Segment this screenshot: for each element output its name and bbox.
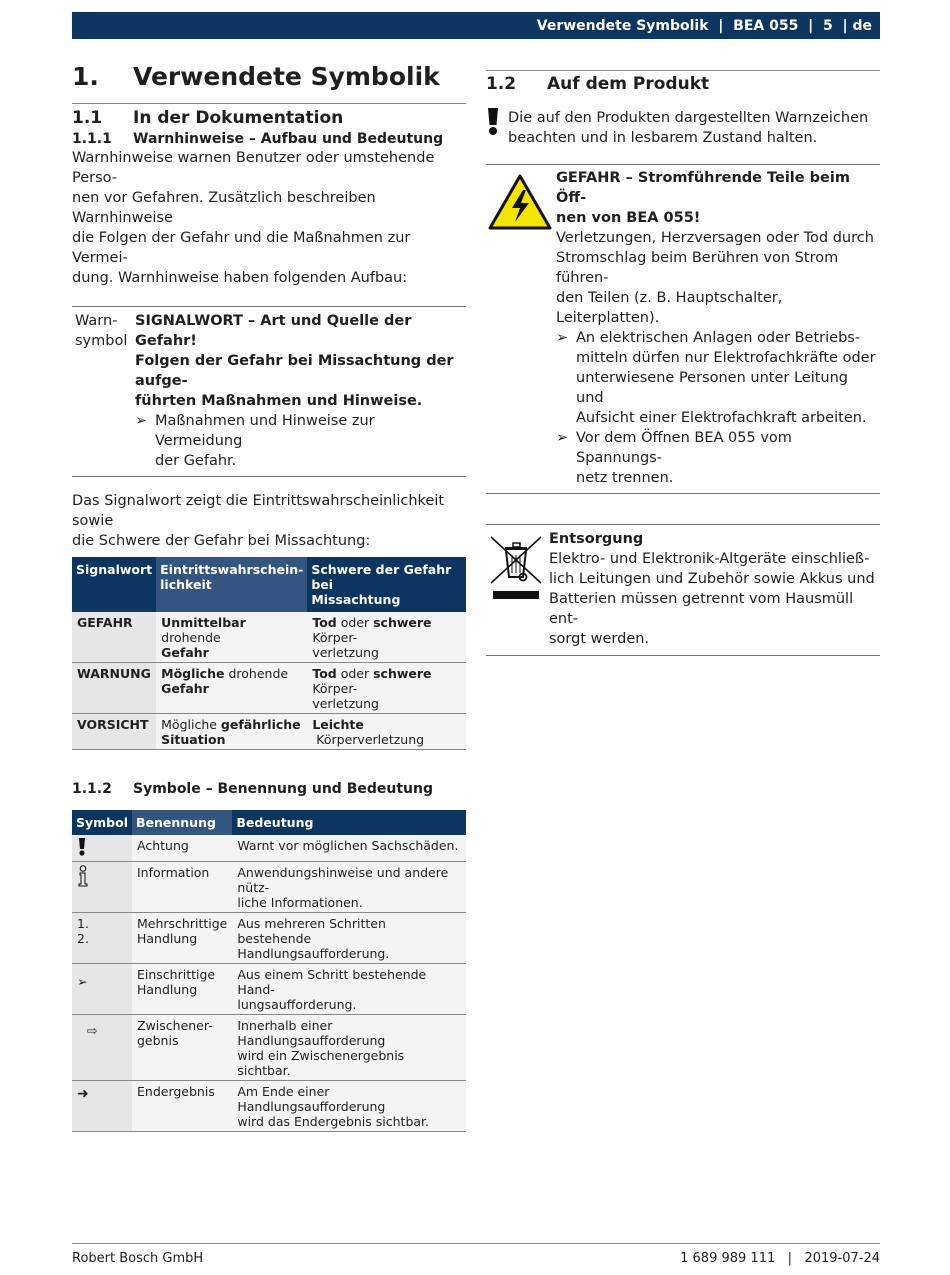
- text-line: Handlungsaufforderung.: [237, 946, 390, 961]
- text-line: Aus mehreren Schritten bestehende: [237, 916, 386, 946]
- text-line: 1.: [77, 916, 89, 931]
- table-row: [72, 913, 466, 964]
- bold-text: Gefahr: [161, 645, 209, 660]
- signal-word: GEFAHR: [72, 612, 156, 663]
- bold-text: Tod: [312, 666, 337, 681]
- bold-arrow-icon: ➜: [77, 1086, 89, 1102]
- symbol-meaning: [232, 913, 466, 964]
- table-row: [72, 835, 466, 862]
- header-sep: |: [718, 17, 724, 34]
- text-line: Am Ende einer Handlungsaufforderung: [237, 1084, 386, 1114]
- bold-text: schwere: [373, 666, 432, 681]
- severity-cell: [307, 612, 466, 663]
- footer-company: Robert Bosch GmbH: [72, 1251, 204, 1266]
- footer-right: [680, 1251, 880, 1266]
- section-title: In der Dokumentation: [133, 108, 344, 128]
- exclamation-icon: [77, 838, 87, 856]
- text-line: Folgen der Gefahr bei Missachtung der aufge-: [135, 353, 454, 389]
- warning-structure-box: [72, 306, 466, 477]
- column-header: Benennung: [132, 810, 232, 835]
- subsection-number: 1.1.2: [72, 781, 112, 797]
- chapter-title: Verwendete Symbolik: [133, 62, 440, 91]
- footer-sep: |: [787, 1251, 793, 1266]
- measure-item: [135, 411, 466, 471]
- bold-text: Mögliche: [161, 666, 225, 681]
- bold-text: gefährliche: [220, 717, 301, 732]
- header-doc: BEA 055: [733, 17, 799, 34]
- arrowhead-icon: ➢: [77, 974, 88, 989]
- header-sep: |: [842, 17, 848, 34]
- table-row: [72, 862, 466, 913]
- text-line: lungsaufforderung.: [237, 997, 357, 1012]
- symbol-name: [132, 913, 232, 964]
- section-heading-wrap: [486, 70, 880, 94]
- table-row: [72, 964, 466, 1015]
- signal-word: WARNUNG: [72, 663, 156, 714]
- text-line: wird ein Zwischenergebnis sichtbar.: [237, 1048, 405, 1078]
- text-line: symbol: [75, 333, 128, 349]
- product-notice: [486, 108, 880, 148]
- text-line: den Teilen (z. B. Hauptschalter, Leiterplatten).: [556, 290, 783, 326]
- symbol-name: [132, 964, 232, 1015]
- symbol-cell: [72, 835, 132, 862]
- right-column: [486, 70, 880, 656]
- text-line: liche Informationen.: [237, 895, 363, 910]
- text-line: Elektro- und Elektronik-Altgeräte einschließ-: [549, 551, 870, 567]
- high-voltage-warning-icon: [488, 174, 552, 231]
- disposal-box: [486, 524, 880, 656]
- text-line: beachten und in lesbarem Zustand halten.: [508, 130, 818, 146]
- arrowhead-icon: ➢: [556, 330, 569, 346]
- text-line: Das Signalwort zeigt die Eintrittswahrscheinlichkeit sowie: [72, 493, 445, 529]
- arrowhead-icon: ➢: [135, 413, 148, 429]
- crossed-bin-icon: [489, 535, 543, 601]
- symbol-meaning: [232, 862, 466, 913]
- chapter-number: 1.: [72, 62, 99, 91]
- subsection-heading: [72, 130, 466, 148]
- exclamation-icon: [486, 108, 500, 136]
- text-line: Aufsicht einer Elektrofachkraft arbeiten.: [576, 410, 867, 426]
- chapter-heading: [72, 62, 466, 104]
- bold-text: Situation: [161, 732, 226, 747]
- notice-icon-wrap: [486, 108, 508, 148]
- danger-title: [556, 168, 880, 228]
- text-line: GEFAHR – Stromführende Teile beim Öff-: [556, 170, 850, 206]
- text-line: sorgt werden.: [549, 631, 650, 647]
- subsection-title: Symbole – Benennung und Bedeutung: [133, 781, 433, 797]
- warning-structure-content: [135, 311, 466, 471]
- bold-text: Leichte: [312, 717, 364, 732]
- table-row: [72, 612, 466, 663]
- footer-partnumber: 1 689 989 111: [680, 1251, 776, 1266]
- symbol-cell: [72, 862, 132, 913]
- text-line: führten Maßnahmen und Hinweise.: [135, 393, 423, 409]
- outline-arrow-icon: ⇨: [87, 1023, 98, 1038]
- text-line: die Folgen der Gefahr und die Maßnahmen zur Vermei-: [72, 230, 411, 266]
- section-number: 1.2: [486, 74, 517, 94]
- text-line: lich Leitungen und Zubehör sowie Akkus und: [549, 571, 875, 587]
- table-row: [72, 714, 466, 750]
- table-row: [72, 663, 466, 714]
- text-line: gebnis: [137, 1033, 179, 1048]
- danger-warning-box: [486, 164, 880, 494]
- section-number: 1.1: [72, 108, 103, 128]
- signalword-title: SIGNALWORT – Art und Quelle der Gefahr!: [135, 313, 412, 349]
- text-line: Warnhinweise warnen Benutzer oder umstehende Perso-: [72, 150, 435, 186]
- header-section: Verwendete Symbolik: [536, 17, 709, 34]
- text-line: Einschrittige: [137, 967, 216, 982]
- text-line: Stromschlag beim Berühren von Strom führen-: [556, 250, 839, 286]
- severity-cell: [307, 663, 466, 714]
- disposal-text: [549, 549, 880, 649]
- table-header-row: [72, 557, 466, 612]
- text-line: Die auf den Produkten dargestellten Warnzeichen: [508, 110, 869, 126]
- bold-text: schwere: [373, 615, 432, 630]
- text-line: Warn-: [75, 313, 118, 329]
- warning-consequence: [135, 351, 466, 411]
- section-heading: [72, 108, 466, 128]
- text-line: Verletzungen, Herzversagen oder Tod durch: [556, 230, 874, 246]
- info-icon: [77, 865, 89, 887]
- symbol-cell: [72, 1015, 132, 1081]
- text-line: Handlung: [137, 982, 198, 997]
- text-line: Handlung: [137, 931, 198, 946]
- text-line: der Gefahr.: [155, 453, 237, 469]
- symbol-name: Achtung: [132, 835, 232, 862]
- bold-text: Unmittelbar: [161, 615, 246, 630]
- signal-word: VORSICHT: [72, 714, 156, 750]
- header-sep: |: [808, 17, 814, 34]
- signalword-table: [72, 557, 466, 750]
- text: verletzung: [312, 696, 379, 711]
- text: oder: [336, 615, 374, 630]
- signalword-paragraph: [72, 491, 466, 551]
- disposal-icon-wrap: [486, 529, 549, 649]
- text-line: netz trennen.: [576, 470, 674, 486]
- section-title: Auf dem Produkt: [547, 74, 710, 94]
- text-line: Anwendungshinweise und andere nütz-: [237, 865, 449, 895]
- text-line: 2.: [77, 931, 89, 946]
- footer-rule: [72, 1243, 880, 1244]
- footer-date: 2019-07-24: [804, 1251, 880, 1266]
- page-header-bar: [72, 12, 880, 39]
- probability-cell: [156, 714, 307, 750]
- notice-text: [508, 108, 868, 148]
- symbol-name: Endergebnis: [132, 1081, 232, 1132]
- text-line: wird das Endergebnis sichtbar.: [237, 1114, 430, 1129]
- column-header: [72, 557, 156, 612]
- text: oder: [336, 666, 374, 681]
- header-text: lichkeit: [160, 577, 212, 592]
- symbol-table: [72, 810, 466, 1132]
- text-line: dung. Warnhinweise haben folgenden Aufbau:: [72, 270, 408, 286]
- text-line: Mehrschrittige: [137, 916, 228, 931]
- danger-icon-wrap: [486, 168, 556, 488]
- text-line: Maßnahmen und Hinweise zur Vermeidung: [155, 413, 375, 449]
- text-line: die Schwere der Gefahr bei Missachtung:: [72, 533, 371, 549]
- text-line: Aus einem Schritt bestehende Hand-: [237, 967, 427, 997]
- header-text: Eintrittswahrschein-: [160, 562, 304, 577]
- disposal-content: [549, 529, 880, 649]
- disposal-title: Entsorgung: [549, 531, 644, 547]
- bold-text: Gefahr: [161, 681, 209, 696]
- symbol-meaning: [232, 1015, 466, 1081]
- symbol-name: [132, 1015, 232, 1081]
- text-line: An elektrischen Anlagen oder Betriebs-: [576, 330, 861, 346]
- symbol-meaning: [232, 964, 466, 1015]
- symbol-name: Information: [132, 862, 232, 913]
- header-page: 5: [822, 17, 833, 34]
- measure-item: [556, 428, 880, 488]
- symbol-cell: [72, 1081, 132, 1132]
- severity-cell: [307, 714, 466, 750]
- header-text: Missachtung: [311, 592, 401, 607]
- table-header-row: [72, 810, 466, 835]
- probability-cell: [156, 612, 307, 663]
- subsection-number: 1.1.1: [72, 131, 112, 147]
- subsection-heading: [72, 780, 466, 798]
- warning-symbol-label: [72, 311, 135, 471]
- symbol-cell: [72, 964, 132, 1015]
- text: Mögliche: [161, 717, 221, 732]
- column-header: [156, 557, 307, 612]
- danger-content: [556, 168, 880, 488]
- text: Körperverletzung: [312, 732, 425, 747]
- table-row: [72, 1081, 466, 1132]
- column-header: Symbol: [72, 810, 132, 835]
- text: Körper-: [312, 630, 358, 645]
- numbered-steps-icon: [72, 913, 132, 964]
- text-line: Innerhalb einer Handlungsaufforderung: [237, 1018, 386, 1048]
- text-line: nen vor Gefahren. Zusätzlich beschreiben Warnhinweise: [72, 190, 376, 226]
- text-line: Vor dem Öffnen BEA 055 vom Spannungs-: [576, 430, 792, 466]
- danger-consequence: [556, 228, 880, 328]
- arrowhead-icon: ➢: [556, 430, 569, 446]
- column-header: Bedeutung: [232, 810, 466, 835]
- left-column: [72, 62, 466, 1132]
- text-line: Zwischener-: [137, 1018, 213, 1033]
- text: verletzung: [312, 645, 379, 660]
- text-line: unterwiesene Personen unter Leitung und: [576, 370, 848, 406]
- text: Körper-: [312, 681, 358, 696]
- probability-cell: [156, 663, 307, 714]
- subsection-title: Warnhinweise – Aufbau und Bedeutung: [133, 131, 444, 147]
- bold-text: Tod: [312, 615, 337, 630]
- text-line: Batterien müssen getrennt vom Hausmüll ent-: [549, 591, 854, 627]
- measure-item: [556, 328, 880, 428]
- header-text: Schwere der Gefahr bei: [311, 562, 452, 592]
- text-line: mitteln dürfen nur Elektrofachkräfte oder: [576, 350, 876, 366]
- column-header: [307, 557, 466, 612]
- header-lang: de: [852, 17, 872, 34]
- text: drohende: [161, 630, 221, 645]
- symbol-meaning: Warnt vor möglichen Sachschäden.: [232, 835, 466, 862]
- text: drohende: [224, 666, 289, 681]
- text-line: nen von BEA 055!: [556, 210, 701, 226]
- intro-paragraph: [72, 148, 466, 288]
- section-heading: [486, 74, 880, 94]
- symbol-meaning: [232, 1081, 466, 1132]
- table-row: [72, 1015, 466, 1081]
- header-text: Signalwort: [76, 562, 153, 577]
